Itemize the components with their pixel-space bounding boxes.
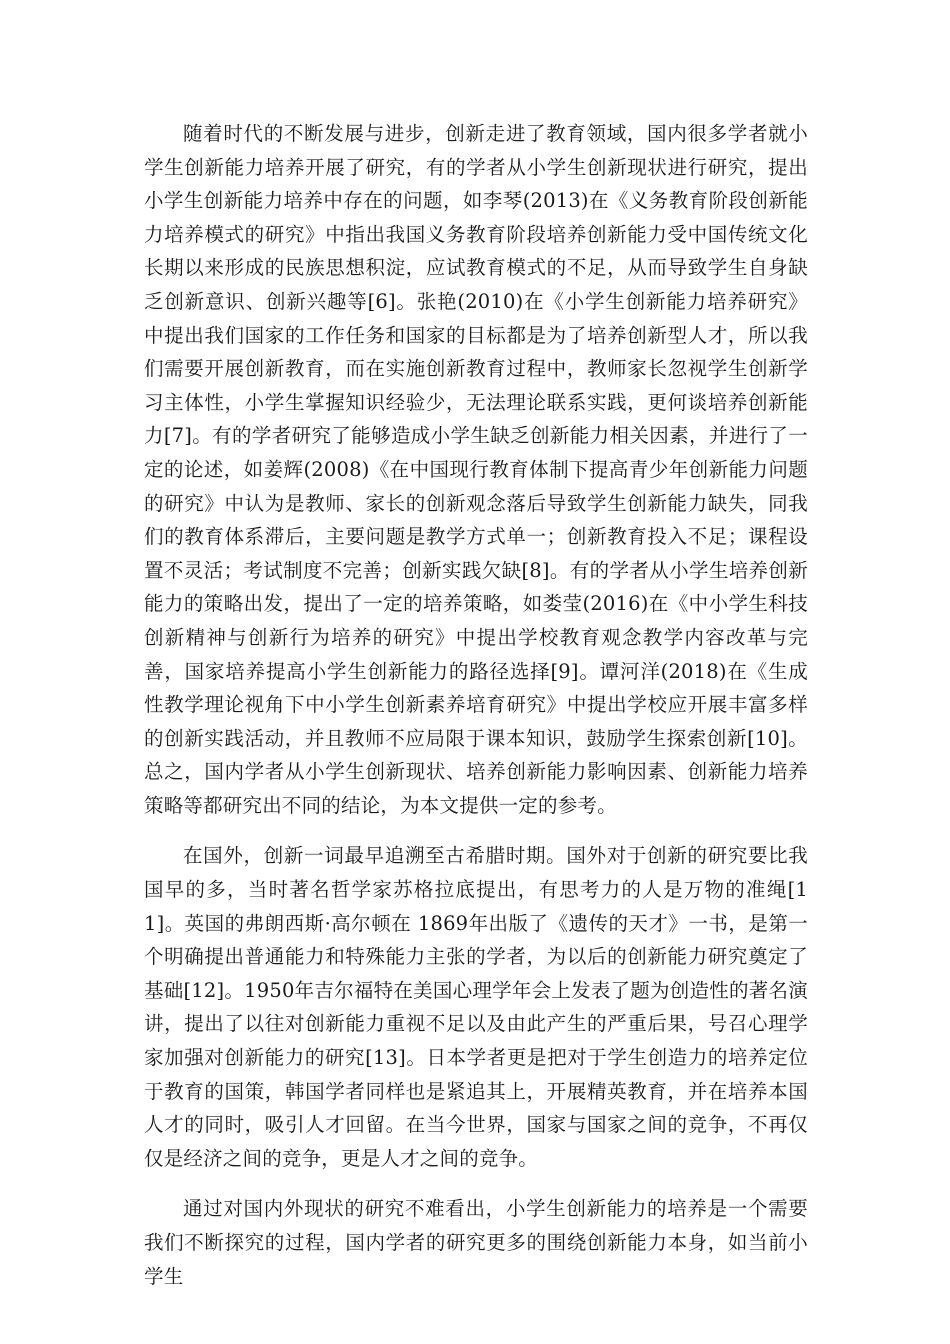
paragraph-domestic-research: 随着时代的不断发展与进步，创新走进了教育领域，国内很多学者就小学生创新能力培养开展了研究，有的学者从小学生创新现状进行研究，提出小学生创新能力培养中存在的问题，如李琴(2013)在《义务教育阶段创新能力培养模式的研究》中指出我国义务教育阶段培养创新能力受中国传统文化长期以来形成的民族思想积淀，应试教育模式的不足，从而导致学生自身缺乏创新意识、创新兴趣等[6]。张艳(2010)在《小学生创新能力培养研究》中提出我们国家的工作任务和国家的目标都是为了培养创新型人才，所以我们需要开展创新教育，而在实施创新教育过程中，教师家长忽视学生创新学习主体性，小学生掌握知识经验少，无法理论联系实践，更何谈培养创新能力[7]。有的学者研究了能够造成小学生缺乏创新能力相关因素，并进行了一定的论述，如姜辉(2008)《在中国现行教育体制下提高青少年创新能力问题的研究》中认为是教师、家长的创新观念落后导致学生创新能力缺失，同我们的教育体系滞后，主要问题是教学方式单一；创新教育投入不足；课程设置不灵活；考试制度不完善；创新实践欠缺[8]。有的学者从小学生培养创新能力的策略出发，提出了一定的培养策略，如娄莹(2016)在《中小学生科技创新精神与创新行为培养的研究》中提出学校教育观念教学内容改革与完善，国家培养提高小学生创新能力的路径选择[9]。谭河洋(2018)在《生成性教学理论视角下中小学生创新素养培育研究》中提出学校应开展丰富多样的创新实践活动，并且教师不应局限于课本知识，鼓励学生探索创新[10]。总之，国内学者从小学生创新现状、培养创新能力影响因素、创新能力培养策略等都研究出不同的结论，为本文提供一定的参考。 (144, 122, 808, 817)
document-body (144, 117, 808, 1293)
paragraph-summary: 通过对国内外现状的研究不难看出，小学生创新能力的培养是一个需要我们不断探究的过程，国内学者的研究更多的围绕创新能力本身，如当前小学生 (144, 1197, 808, 1288)
paragraph-foreign-research: 在国外，创新一词最早追溯至古希腊时期。国外对于创新的研究要比我国早的多，当时著名哲学家苏格拉底提出，有思考力的人是万物的准绳[11]。英国的弗朗西斯·高尔顿在 1869年出版了《遗传的天才》一书，是第一个明确提出普通能力和特殊能力主张的学者，为以后的创新能力研究奠定了基础[12]。1950年吉尔福特在美国心理学年会上发表了题为创造性的著名演讲，提出了以往对创新能力重视不足以及由此产生的严重后果，号召心理学家加强对创新能力的研究[13]。日本学者更是把对于学生创造力的培养定位于教育的国策，韩国学者同样也是紧追其上，开展精英教育，并在培养本国人才的同时，吸引人才回留。在当今世界，国家与国家之间的竞争，不再仅仅是经济之间的竞争，更是人才之间的竞争。 (144, 844, 808, 1170)
